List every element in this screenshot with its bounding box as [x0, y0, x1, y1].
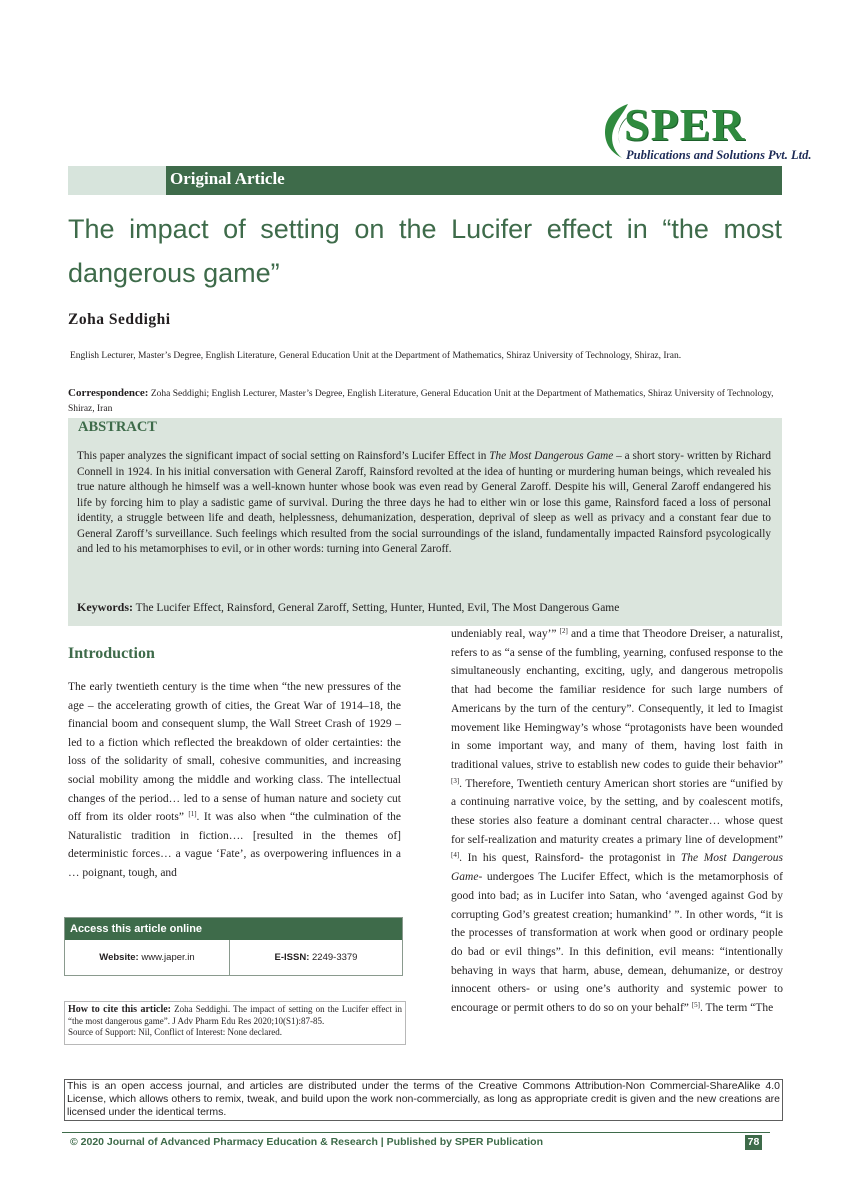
paragraph-text: . It was also when “the culmination of the Naturalistic tradition in fiction…. [resulted in the themes of] deterministic forces… a vague ‘Fate’, as overpowering influences in a … poignant, tough, and [68, 811, 402, 879]
abstract-box [68, 418, 782, 626]
keywords [77, 600, 619, 615]
author-name: Zoha Seddighi [68, 311, 171, 328]
footer-divider [62, 1132, 770, 1133]
left-column-text [68, 678, 401, 883]
page-number: 78 [745, 1135, 762, 1150]
keywords-list: The Lucifer Effect, Rainsford, General Zaroff, Setting, Hunter, Hunted, Evil, The Most Dangerous Game [135, 602, 620, 614]
abstract-text: This paper analyzes the significant impact of social setting on Rainsford’s Lucifer Effect in [77, 450, 490, 462]
correspondence [68, 386, 784, 417]
introduction-heading: Introduction [68, 645, 155, 662]
story-title: The Most Dangerous Game [451, 852, 783, 884]
paragraph-text: . In his quest, Rainsford- the protagonist in [459, 852, 681, 865]
paragraph-text: . Therefore, Twentieth century American short stories are “unified by a continuing narrative voice, by the setting, and by coalescent motifs, these stories also feature a dominant central character… whose quest for self-realization and maturity creates a primary line of development” [451, 777, 783, 846]
footer-text: © 2020 Journal of Advanced Pharmacy Education & Research | Published by SPER Publication [70, 1136, 544, 1148]
article-type-label: Original Article [170, 169, 285, 188]
correspondence-label: Correspondence: [68, 387, 149, 399]
cite-text: Zoha Seddighi. The impact of setting on the Lucifer effect in “the most dangerous game”. J Adv Pharm Edu Res 2020;10(S1):87-85. [68, 1004, 403, 1026]
correspondence-text: Zoha Seddighi; English Lecturer, Master’s Degree, English Literature, General Education Unit at the Department of Mathematics, Shiraz University of Technology, Shiraz, Iran [68, 389, 774, 414]
banner-light-block [68, 166, 166, 195]
paragraph-text: The early twentieth century is the time when “the new pressures of the age – the accelerating growth of cities, the Great War of 1914–18, the financial boom and consequent slump, the Wall Street Crash of 1929 – led to a fiction which reflected the breakdown of older certainties: the loss of the solidarity of small, cohesive communities, and increasing social mobility among the middle and working class. The intellectual changes of the period… led to a sense of human nature and society cut off from its older roots” [68, 681, 401, 824]
article-title: The impact of setting on the Lucifer effect in “the most dangerous game” [68, 214, 782, 288]
abstract-body [77, 449, 771, 558]
logo-wordmark: SPER [624, 99, 746, 150]
paragraph-text: undeniably real, way’” [451, 628, 557, 640]
publisher-logo [598, 96, 812, 168]
citation-ref[interactable]: [4] [451, 851, 460, 860]
article-type-banner [68, 166, 782, 195]
author-affiliation: English Lecturer, Master’s Degree, English Literature, General Education Unit at the Department of Mathematics, Shiraz University of Technology, Shiraz, Iran. [70, 351, 682, 361]
right-column-text [451, 625, 783, 1018]
citation-ref[interactable]: [3] [451, 776, 460, 785]
abstract-heading: ABSTRACT [78, 419, 157, 435]
license-box: This is an open access journal, and articles are distributed under the terms of the Creative Commons Attribution-Non Commercial-ShareAlike 4.0 License, which allows others to remix, tweak, and build upon the work non-commercially, as long as appropriate credit is given and the new creations are licensed under the identical terms. [64, 1079, 783, 1121]
access-online-box [64, 917, 403, 976]
keywords-label: Keywords: [77, 600, 133, 614]
website-label: Website: [99, 952, 139, 963]
abstract-text-cont: – a short story- written by Richard Connell in 1924. In his initial conversation with General Zaroff, Rainsford revolted at the idea of hunting or murdering human beings, which revealed his true nature although he himself was a well-known hunter whose book was even read by General Zaroff. Despite his will, General Zaroff endangered his life by forcing him to play a sadistic game of survival. During the three days he had to either win or lose this game, Rainsford faced a loss of personal identity, a struggle between life and death, helplessness, dehumanization, desperation, deprival of sleep as well as privacy and a constant fear due to General Zaroff’s surveillance. Such feelings which resulted from the social surroundings of the island, fundamentally impacted Rainsford psycologically and led to his metamorphises to evil, or in other words: turning into General Zaroff. [77, 450, 772, 555]
website-link[interactable]: www.japer.in [141, 952, 195, 963]
website-cell [65, 940, 230, 975]
citation-ref[interactable]: [2] [559, 627, 568, 635]
cite-label: How to cite this article: [68, 1004, 172, 1015]
support-text: Source of Support: Nil, Conflict of Interest: None declared. [68, 1027, 282, 1037]
paragraph-text: - undergoes The Lucifer Effect, which is the metamorphosis of good into bad; as in Lucifer into Satan, who ‘avenged against God by corrupting God’s greatest creation; humankind’ ”. In other words, “it is the processes of transformation at work when good or ordinary people do bad or evil things”. In this definition, evil means: “intentionally behaving in ways that harm, abuse, demean, dehumanize, or destroy innocent others- or using one’s authority and systemic power to encourage or permit others to do so on your behalf” [451, 871, 783, 1015]
paragraph-text: and a time that Theodore Dreiser, a naturalist, refers to as “a sense of the fumbling, yearning, confused response to the simultaneously enchanting, exciting, ugly, and dangerous metropolis that had become the familiar residence for such large numbers of Americans by the turn of the century”. Consequently, it led to Imagist movement like Hemingway’s whose “protagonists have been wounded in some important way, and many of them, having lost faith in traditional values, strive to establish new codes to guide their behavior” [451, 628, 784, 771]
citation-ref[interactable]: [1] [188, 810, 197, 819]
abstract-story-title: The Most Dangerous Game [489, 450, 614, 462]
access-heading: Access this article online [65, 918, 402, 940]
logo-tagline: Publications and Solutions Pvt. Ltd. [626, 148, 812, 162]
eissn-cell [230, 940, 402, 975]
eissn-value: 2249-3379 [312, 952, 358, 963]
citation-ref[interactable]: [5] [691, 1001, 700, 1010]
eissn-label: E-ISSN: [274, 952, 310, 963]
paragraph-text: . The term “The [699, 1002, 774, 1015]
citation-box [64, 1001, 406, 1045]
